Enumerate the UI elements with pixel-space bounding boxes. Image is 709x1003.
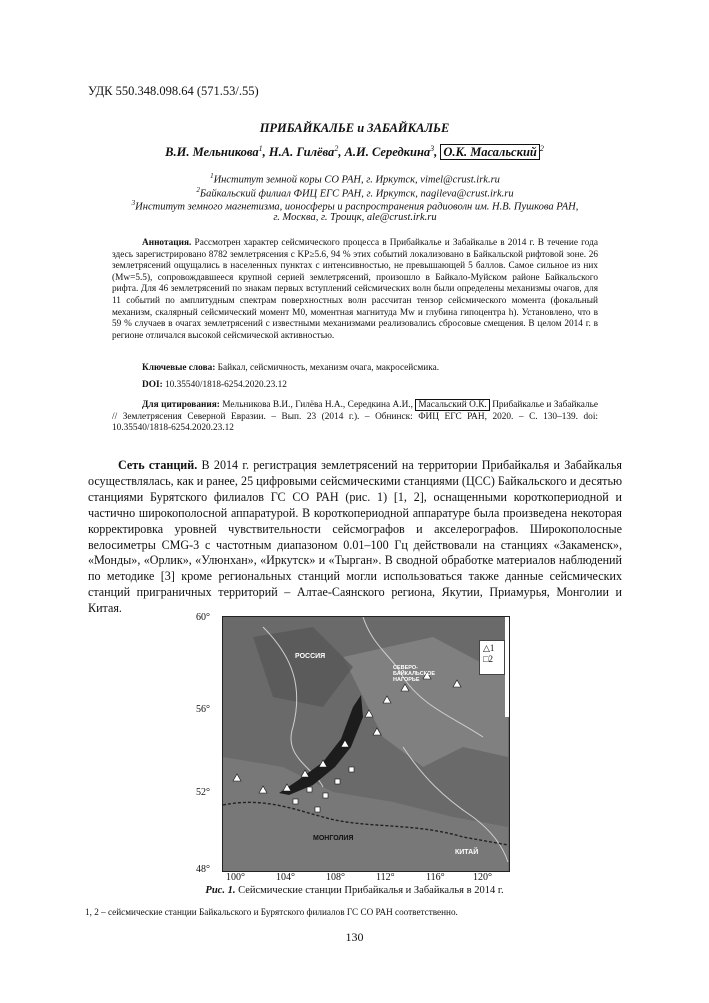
article-title: ПРИБАЙКАЛЬЕ и ЗАБАЙКАЛЬЕ <box>259 121 450 135</box>
abstract-text: Рассмотрен характер сейсмического процесса в Прибайкалье и Забайкалье в 2014 г. В течение года здесь зарегистрировано 8782 землетрясения с KР≥5.6, 94 % этих событий локализовано в Байкальской рифтовой зоне. 26 землетрясений ощущались в населенных пунктах с интенсивностью, не превышающей 5 баллов. Самое сильное из них (Mw=5.5), сопровождавшееся крупной серией землетрясений, произошло в Байкало-Муйском районе Байкальского рифта. Для 46 землетрясений по знакам первых вступлений сейсмических волн были определены механизмы очагов, для 11 событий по амплитудным спектрам поверхностных волн рассчитан тензор сейсмического момента (фокальный механизм, скалярный сейсмический момент M0, моментная магнитуда Mw и глубина гипоцентра h). Установлено, что в 59 % случаев в очагах землетрясений с известными механизмами реализовались сбросовые смещения. В целом 2014 г. в регионе отличался высокой сейсмической активностью. <box>112 238 598 341</box>
affiliation: г. Москва, г. Троицк, ale@crust.irk.ru <box>273 211 437 223</box>
doi <box>112 380 598 392</box>
abstract-label: Аннотация. <box>142 238 192 248</box>
author-sup: 3 <box>430 144 435 153</box>
keywords-label: Ключевые слова: <box>142 363 216 373</box>
section-heading: Сеть станций. <box>118 458 198 472</box>
lon-label: 120° <box>473 872 492 883</box>
legend-item-square: □2 <box>483 654 493 664</box>
affiliation: $^2$Байкальский филиал ФИЦ ЕГС РАН, г. Иркутск, nagileva@crust.irk.ru <box>196 185 514 199</box>
author-name: А.И. Середкина <box>344 145 431 160</box>
doi-text: 10.35540/1818-6254.2020.23.12 <box>165 380 287 390</box>
citation-source: Прибайкалье и Забайкалье // Землетрясения Северной Евразии. – Вып. 23 (2014 г.). – Обнинск: ФИЦ ЕГС РАН, 2020. – С. 130–139. doi: 10.35540/1818-6254.2020.23.12 <box>112 400 599 434</box>
author-name: В.И. Мельникова <box>165 145 259 160</box>
affiliation: $^3$Институт земного магнетизма, ионосферы и распространения радиоволн им. Н.В. Пушкова РАН, <box>131 199 579 213</box>
abstract <box>112 238 598 342</box>
label-russia: РОССИЯ <box>295 653 326 660</box>
lon-label: 104° <box>276 872 295 883</box>
lat-label: 56° <box>196 704 210 715</box>
body-paragraph <box>88 458 622 617</box>
body-text: В 2014 г. регистрация землетрясений на территории Прибайкалья и Забайкалья осуществлялась, как и ранее, 25 цифровыми сейсмическими станциями (ЦСС) Байкальского и десятью станциями Бурятского филиалов ГС СО РАН (рис. 1) [1, 2], оснащенными короткопериодной и частично широкополосной аппаратурой. В короткопериодной аппаратуре была произведена некоторая корректировка уровней чувствительности сейсмографов и акселерографов. Широкополосные велосиметры CMG-3 с частотным диапазоном 0.01–100 Гц действовали на станциях «Закаменск», «Монды», «Орлик», «Улюнхан», «Иркутск» и «Тырган». В сводной обработке материалов наблюдений по методике [3] кроме региональных станций могли использоваться также данные сейсмических станций приграничных территорий – Алтае-Саянского региона, Якутии, Приамурья, Монголии и Китая. <box>88 458 622 616</box>
label-nagorye: СЕВЕРО-БАЙКАЛЬСКОЕ НАГОРЬЕ <box>393 665 436 683</box>
doi-label: DOI: <box>142 380 163 390</box>
legend-item-triangle: △1 <box>483 643 495 653</box>
citation-authors: Мельникова В.И., Гилёва Н.А., Середкина А.И., <box>222 400 413 410</box>
citation-label: Для цитирования: <box>142 400 220 410</box>
author-name-highlighted: О.К. Масальский <box>440 144 539 160</box>
station-map <box>222 616 510 872</box>
keywords-text: Байкал, сейсмичность, механизм очага, макросейсмика. <box>217 363 440 373</box>
page-number: 130 <box>345 930 364 944</box>
citation-author-highlighted: Масальский О.К. <box>415 399 489 411</box>
caption-text: Сейсмические станции Прибайкалья и Забайкалья в 2014 г. <box>238 885 504 896</box>
map-graphic <box>223 617 509 871</box>
lon-label: 112° <box>376 872 395 883</box>
lon-label: 108° <box>326 872 345 883</box>
caption-note: 1, 2 – сейсмические станции Байкальского и Бурятского филиалов ГС СО РАН соответственно. <box>85 907 458 917</box>
affiliation: $^1$Институт земной коры СО РАН, г. Иркутск, vimel@crust.irk.ru <box>210 172 500 186</box>
caption-label: Рис. 1. <box>205 885 236 896</box>
author-list: В.И. Мельникова$^1$, Н.А. Гилёва$^2$, А.И. Середкина$^3$, О.К. Масальский $^2$ <box>165 144 544 160</box>
figure-caption <box>0 885 709 896</box>
lon-label: 116° <box>426 872 445 883</box>
lat-label: 52° <box>196 787 210 798</box>
citation <box>112 400 598 435</box>
author-name: Н.А. Гилёва <box>268 145 335 160</box>
label-china: КИТАЙ <box>455 849 479 856</box>
author-sup: 1 <box>258 144 263 153</box>
author-sup: 2 <box>539 144 544 153</box>
label-mongolia: МОНГОЛИЯ <box>313 835 354 842</box>
lat-label: 60° <box>196 612 210 623</box>
keywords <box>112 363 598 375</box>
udk-code: УДК 550.348.098.64 (571.53/.55) <box>88 84 259 98</box>
map-legend <box>479 640 505 675</box>
author-sup: 2 <box>334 144 339 153</box>
lon-label: 100° <box>226 872 245 883</box>
lat-label: 48° <box>196 864 210 875</box>
